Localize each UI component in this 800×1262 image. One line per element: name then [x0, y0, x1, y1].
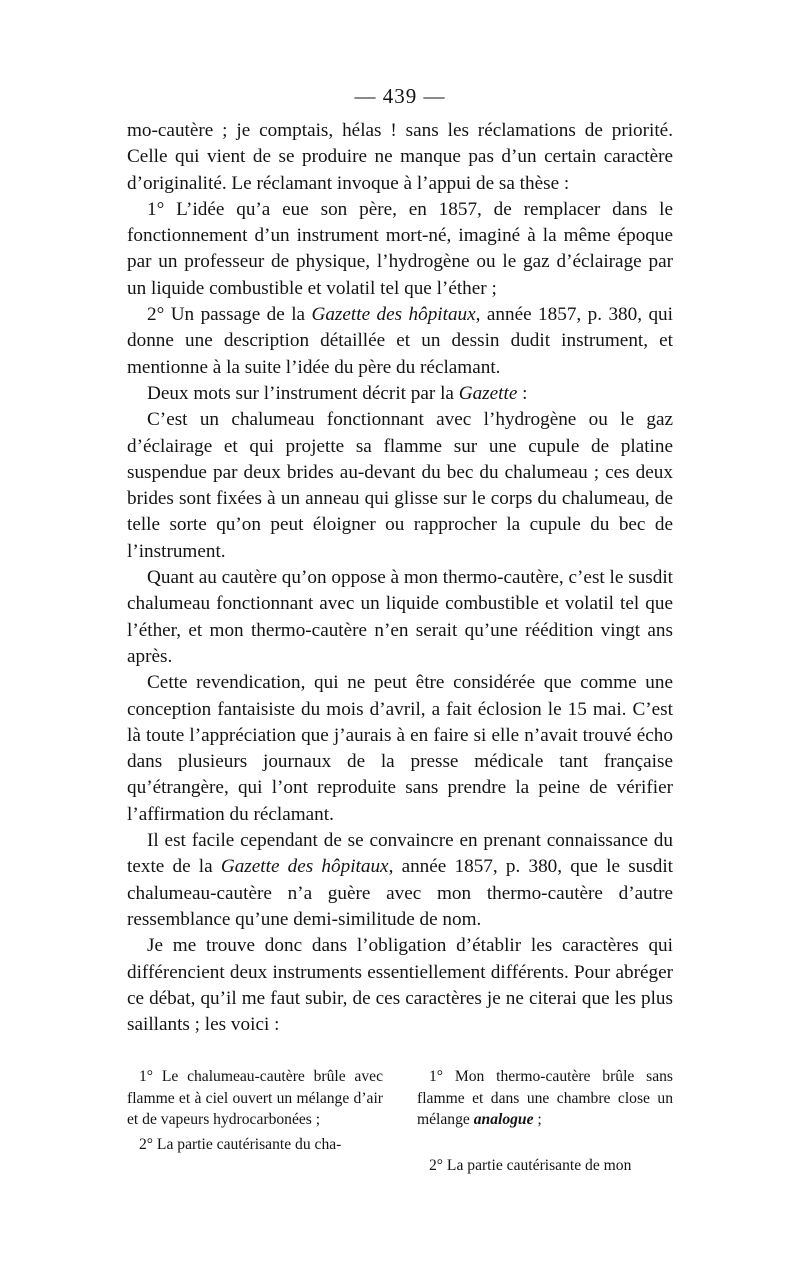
paragraph-text: : [517, 382, 528, 404]
paragraph-text: 2° Un passage de la [147, 304, 312, 326]
paragraph-text: Il est facile cependant de se convaincre en prenant connaissance du texte de la [127, 830, 673, 878]
body-text [127, 118, 673, 1038]
paragraph: 1° L’idée qu’a eue son père, en 1857, de remplacer dans le fonctionnement d’un instrument mort-né, imaginé à la même époque par un professeur de physique, l’hydrogène ou le gaz d’éclairage par un liquide combustible et volatil tel que l’éther ; [127, 198, 673, 299]
left-item-1: 1° Le chalumeau-cautère brûle avec flamme et à ciel ouvert un mélange d’air et de vapeurs hydrocarbonées ; [127, 1068, 383, 1129]
paragraph: Quant au cautère qu’on oppose à mon thermo-cautère, c’est le susdit chalumeau fonctionnant avec un liquide combustible et volatil tel que l’éther, et mon thermo-cautère n’en serait qu’une réédition vingt ans après. [127, 567, 673, 667]
right-item-2: 2° La partie cautérisante de mon [429, 1156, 632, 1174]
journal-title: Gazette des hôpitaux [220, 856, 389, 878]
journal-title: Gazette des hôpitaux [311, 304, 476, 326]
journal-title: Gazette [458, 382, 518, 404]
right-column [417, 1066, 673, 1176]
paragraph-text: Deux mots sur l’instrument décrit par la [147, 382, 459, 404]
page-number: — 439 — [354, 84, 446, 108]
book-page [127, 82, 673, 1176]
emphasized-word: analogue [473, 1111, 534, 1129]
paragraph [127, 828, 673, 933]
paragraph: Cette revendication, qui ne peut être considérée que comme une conception fantaisiste du mois d’avril, a fait éclosion le 15 mai. C’est là toute l’appréciation que j’aurais à en faire si elle n’avait trouvé écho dans plusieurs journaux de la presse médicale tant française qu’étrangère, qui l’ont reproduite sans prendre la peine de vérifier l’affirmation du réclamant. [127, 672, 673, 825]
paragraph: C’est un chalumeau fonctionnant avec l’hydrogène ou le gaz d’éclairage et qui projette sa flamme sur une cupule de platine suspendue par deux brides au-devant du bec du chalumeau ; ces deux brides sont fixées à un anneau qui glisse sur le corps du chalumeau, de telle sorte qu’on peut éloigner ou rapprocher la cupule du bec de l’instrument. [127, 409, 673, 562]
paragraph: mo-cautère ; je comptais, hélas ! sans les réclamations de priorité. Celle qui vient de se produire ne manque pas d’un certain caractère d’originalité. Le réclamant invoque à l’appui de sa thèse : [127, 120, 673, 194]
right-item-1 [417, 1066, 673, 1131]
paragraph [127, 302, 673, 381]
comparison-columns [127, 1066, 673, 1176]
left-column [127, 1066, 383, 1176]
right-item-text: 1° Mon thermo-cautère brûle sans flamme et dans une chambre close un mélange [417, 1068, 673, 1129]
paragraph-text: , année 1857, p. 380, qui donne une description détaillée et un dessin dudit instrument, et mentionne à la suite l’idée du père du réclamant. [127, 304, 673, 378]
paragraph [127, 381, 673, 407]
paragraph-text: , année 1857, p. 380, que le susdit chalumeau-cautère n’a guère avec mon thermo-cautère d’autre ressemblance qu’une demi-similitude de nom. [127, 856, 673, 930]
paragraph: Je me trouve donc dans l’obligation d’établir les caractères qui différencient deux instruments essentiellement différents. Pour abréger ce débat, qu’il me faut subir, de ces caractères je ne citerai que les plus saillants ; les voici : [127, 935, 673, 1036]
right-item-text: ; [533, 1111, 542, 1129]
left-item-2: 2° La partie cautérisante du cha- [139, 1135, 342, 1153]
